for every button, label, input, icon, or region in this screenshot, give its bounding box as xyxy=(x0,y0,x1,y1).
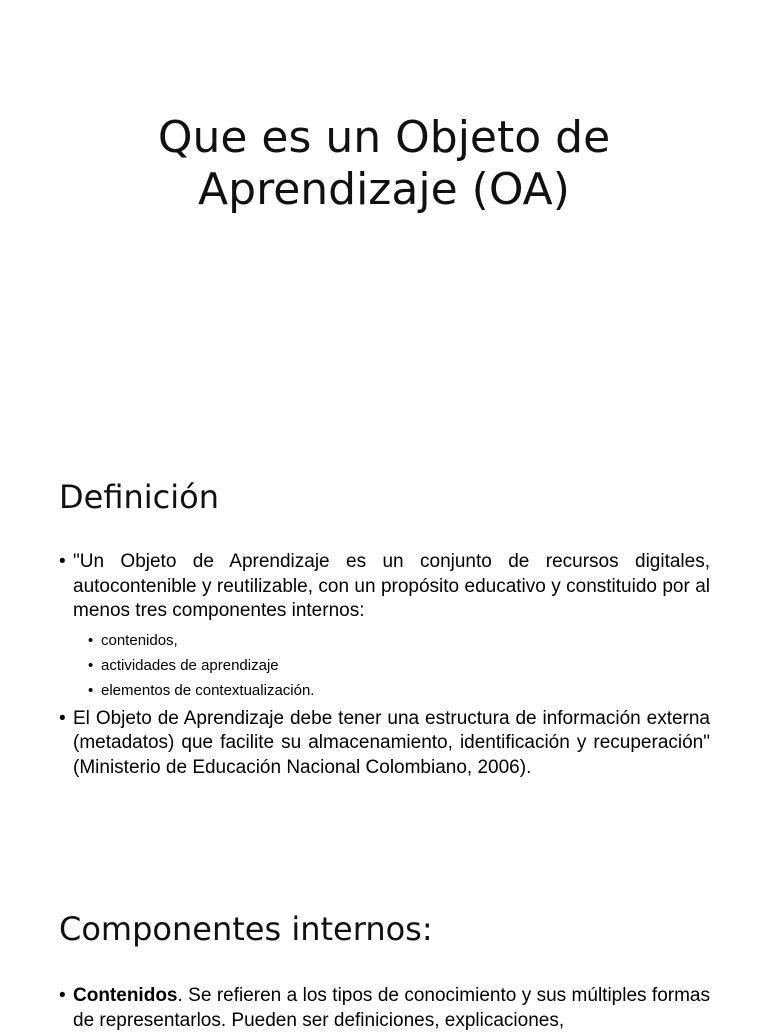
definition-bullet-1 xyxy=(59,550,710,703)
slide-title-line-1: Que es un Objeto de xyxy=(157,112,611,163)
components-bullet-list xyxy=(59,984,710,1033)
contenidos-description: . Se refieren a los tipos de conocimiento y sus múltiples formas de representarlos. Pueden ser definiciones, explicaciones, xyxy=(73,985,710,1031)
definition-bullet-2 xyxy=(59,707,710,781)
sub-item-actividades: • actividades de aprendizaje xyxy=(88,653,710,678)
slide-title-line-2: Aprendizaje (OA) xyxy=(198,164,570,215)
contenidos-term: Contenidos xyxy=(73,985,178,1006)
components-heading: Componentes internos: xyxy=(59,910,433,948)
sub-item-elementos: • elementos de contextualización. xyxy=(88,678,710,703)
definition-heading: Definición xyxy=(59,478,219,516)
sub-item-contenidos: • contenidos, xyxy=(88,628,710,653)
components-sub-list xyxy=(73,628,710,703)
definition-bullet-list xyxy=(59,550,710,780)
components-bullet-1 xyxy=(59,984,710,1033)
slide-title xyxy=(0,112,768,216)
definition-bullet-2-text: El Objeto de Aprendizaje debe tener una estructura de información externa (metadatos) que facilite su almacenamiento, identificación y recuperación" (Ministerio de Educación Nacional Colombiano, 2006). xyxy=(73,707,710,778)
definition-bullet-1-text: "Un Objeto de Aprendizaje es un conjunto de recursos digitales, autocontenible y reutilizable, con un propósito educativo y constituido por al menos tres componentes internos: xyxy=(73,551,710,621)
